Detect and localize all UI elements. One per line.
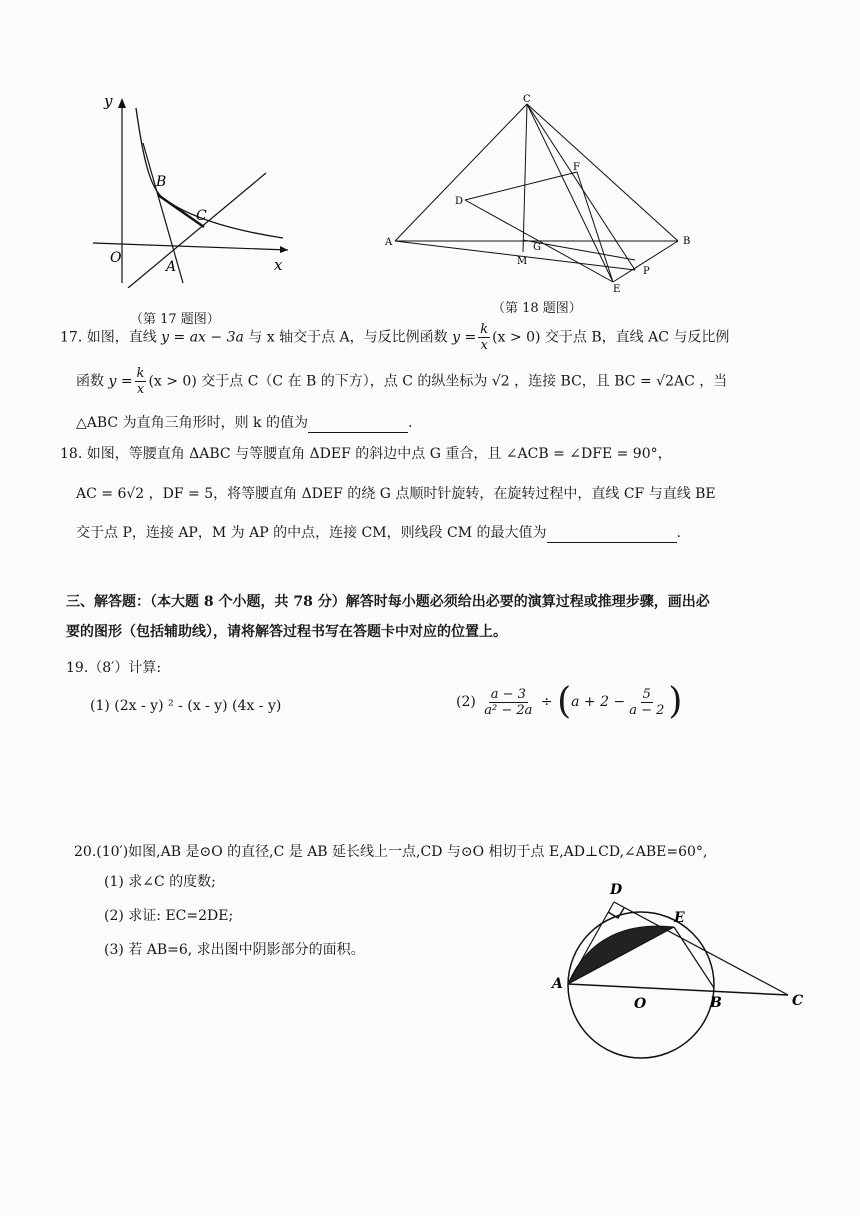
q19-fraction-main: $\frac{a - 3}{\text{a² − 2a}}$ bbox=[484, 686, 533, 718]
section3-line1: 三、解答题：（本大题 8 个小题，共 78 分）解答时每小题必须给出必要的演算过程或推理步骤，画出必 bbox=[66, 594, 710, 610]
q20-sub1: (1) 求∠C 的度数; bbox=[104, 874, 216, 890]
fig18-label-F: F bbox=[573, 162, 580, 173]
section3-line2: 要的图形（包括辅助线），请将解答过程书写在答题卡中对应的位置上。 bbox=[66, 624, 507, 640]
fig17-label-A: A bbox=[166, 259, 177, 275]
q17-line1: 17. 如图，直线 y = ax − 3a 与 x 轴交于点 A，与反比例函数 y = $\frac{k}{x}$ (x > 0) 交于点 B，直线 AC 与反比例 bbox=[60, 322, 730, 353]
q20-sub3: (3) 若 AB=6, 求出图中阴影部分的面积。 bbox=[104, 942, 365, 958]
q17-fraction-k-over-x: $\frac{k}{x}$ bbox=[480, 322, 489, 353]
q19-part2: (2) $\frac{a - 3}{\text{a² − 2a}}$ ÷ (a + 2 − $\frac{5}{a - 2}$ ) bbox=[456, 681, 683, 722]
q19-part1: (1) (2x - y) ² - (x - y) (4x - y) bbox=[90, 698, 282, 714]
fig18-label-A: A bbox=[385, 237, 393, 248]
q17-fraction-k-over-x-2: $\frac{k}{x}$ bbox=[136, 366, 145, 397]
q20-line1: 20.(10′)如图,AB 是⊙O 的直径,C 是 AB 延长线上一点,CD 与⊙O 相切于点 E,AD⊥CD,∠ABE=60°, bbox=[74, 844, 708, 860]
q18-answer-blank[interactable] bbox=[547, 528, 677, 543]
fig20-label-O: O bbox=[634, 996, 647, 1012]
fig20-label-E: E bbox=[674, 910, 685, 926]
q18-line2: AC = 6√2 ，DF = 5，将等腰直角 ΔDEF 的绕 G 点顺时针旋转，在旋转过程中，直线 CF 与直线 BE bbox=[76, 486, 716, 502]
fig18-label-B: B bbox=[683, 236, 691, 247]
figure-17 bbox=[88, 88, 298, 288]
fig18-label-C: C bbox=[523, 94, 531, 105]
q17-number: 17. bbox=[60, 329, 83, 346]
figure-20 bbox=[548, 872, 818, 1067]
fig20-label-B: B bbox=[710, 995, 722, 1011]
fig18-caption: （第 18 题图） bbox=[492, 301, 582, 316]
fig17-label-y: y bbox=[104, 92, 113, 110]
fig17-caption: （第 17 题图） bbox=[130, 312, 220, 327]
fig18-label-D: D bbox=[455, 196, 464, 207]
q17-line3: △ABC 为直角三角形时，则 k 的值为 . bbox=[76, 415, 413, 431]
q18-number: 18. bbox=[60, 446, 83, 462]
q19-fraction-inner: $\frac{5}{a - 2}$ bbox=[629, 686, 665, 718]
fig17-label-B: B bbox=[156, 174, 167, 190]
fig18-label-E: E bbox=[613, 284, 621, 295]
fig20-label-A: A bbox=[552, 976, 563, 992]
fig17-label-O: O bbox=[110, 250, 122, 266]
q18-line3: 交于点 P，连接 AP，M 为 AP 的中点，连接 CM，则线段 CM 的最大值为 . bbox=[76, 525, 681, 541]
fig18-label-P: P bbox=[643, 266, 650, 277]
fig20-label-C: C bbox=[792, 993, 804, 1009]
q18-line1: 18. 如图，等腰直角 ΔABC 与等腰直角 ΔDEF 的斜边中点 G 重合，且 ∠ACB = ∠DFE = 90°， bbox=[60, 446, 672, 462]
fig20-label-D: D bbox=[610, 882, 623, 898]
q17-answer-blank[interactable] bbox=[308, 418, 408, 433]
q17-line2: 函数 y = $\frac{k}{x}$ (x > 0) 交于点 C（C 在 B 的下方），点 C 的纵坐标为 √2 ，连接 BC，且 BC = √2AC ，当 bbox=[76, 366, 728, 397]
fig18-label-M: M bbox=[517, 256, 528, 267]
q20-sub2: (2) 求证: EC=2DE; bbox=[104, 908, 234, 924]
fig18-label-G: G bbox=[533, 242, 541, 253]
fig17-label-C: C bbox=[196, 208, 207, 224]
q19-header: 19.（8′）计算: bbox=[66, 660, 162, 676]
figure-18 bbox=[385, 92, 705, 297]
fig17-label-x: x bbox=[274, 256, 283, 274]
